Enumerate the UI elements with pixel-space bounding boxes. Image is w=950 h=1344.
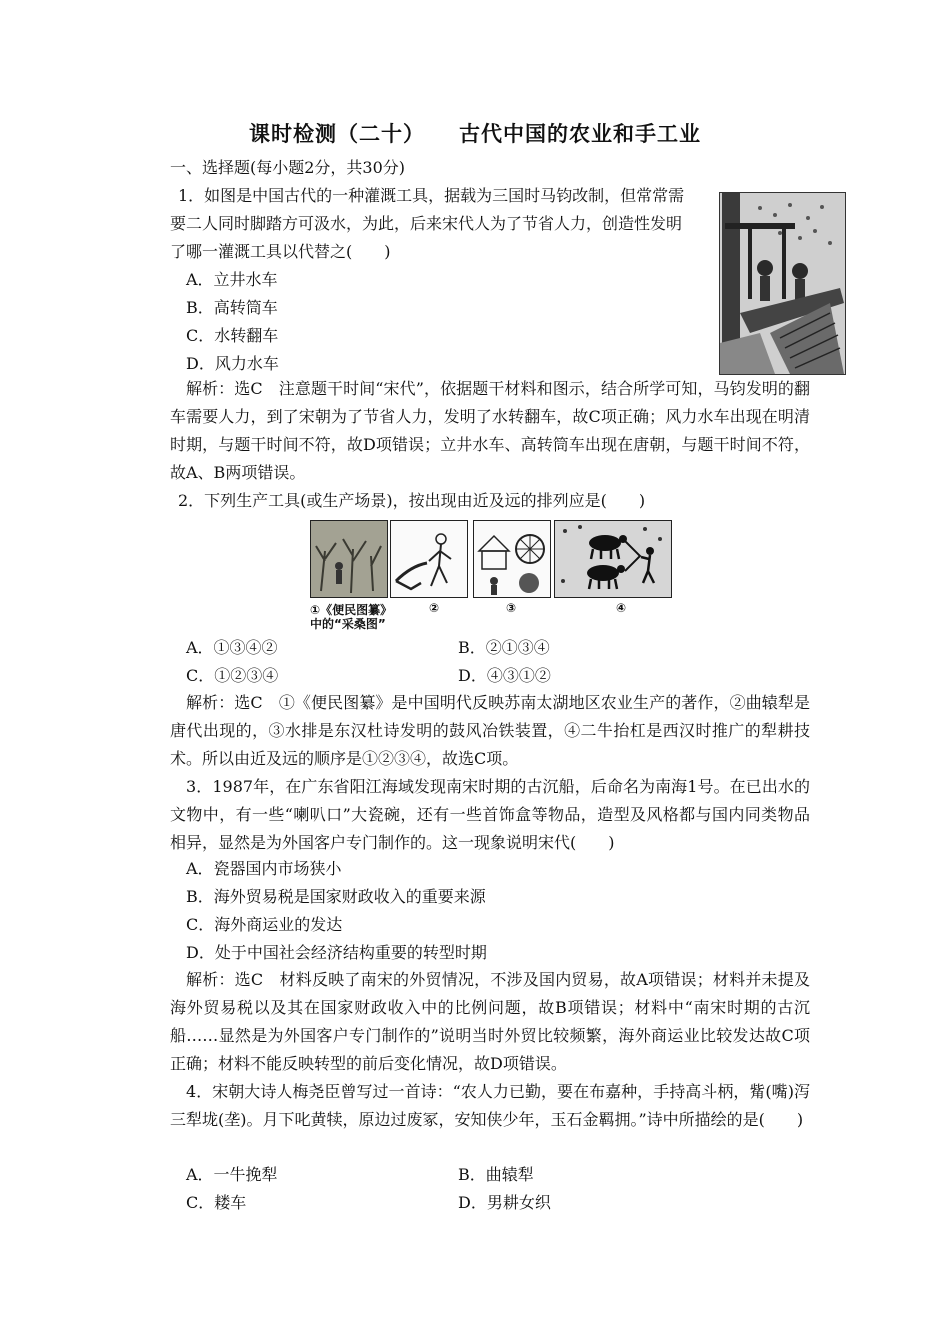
production-tools-figure xyxy=(310,520,672,631)
q3-option-b: B．海外贸易税是国家财政收入的重要来源 xyxy=(186,887,486,906)
q4-option-b: B．曲辕犁 xyxy=(458,1165,534,1184)
page-title: 课时检测（二十） 古代中国的农业和手工业 xyxy=(249,122,701,146)
q1-option-d: D．风力水车 xyxy=(186,354,279,373)
q2-option-a: A．①③④② xyxy=(186,638,278,657)
figure-caption-1-line-1: ①《便民图纂》 xyxy=(310,603,393,617)
figure-caption-1-line-2: 中的“采桑图” xyxy=(310,617,386,631)
treadle-waterwheel-illustration xyxy=(719,192,846,375)
water-bellows-image xyxy=(473,520,551,598)
q3-option-c: C．海外商运业的发达 xyxy=(186,915,343,934)
q1-stem-line-3: 了哪一灌溉工具以代替之( ) xyxy=(170,242,391,261)
q4-option-a: A．一牛挽犁 xyxy=(186,1165,278,1184)
q2-analysis: 解析：选C ①《便民图纂》是中国明代反映苏南太湖地区农业生产的著作，②曲辕犁是唐代出现的，③水排是东汉杜诗发明的鼓风冶铁装置，④二牛抬杠是西汉时推广的犁耕技术。所以由近及远的顺序是①②③④，故选C项。 xyxy=(170,693,810,768)
q2-option-b: B．②①③④ xyxy=(458,638,550,657)
q3-option-d: D．处于中国社会经济结构重要的转型时期 xyxy=(186,943,487,962)
q1-stem-line-1: 1．如图是中国古代的一种灌溉工具，据载为三国时马钧改制，但常常需 xyxy=(178,186,685,205)
figure-caption-3: ③ xyxy=(506,601,517,615)
q2-stem: 2．下列生产工具(或生产场景)，按出现由近及远的排列应是( ) xyxy=(178,491,646,510)
q3-option-a: A．瓷器国内市场狭小 xyxy=(186,859,342,878)
figure-caption-2: ② xyxy=(429,601,440,615)
q1-option-c: C．水转翻车 xyxy=(186,326,279,345)
q3-analysis: 解析：选C 材料反映了南宋的外贸情况，不涉及国内贸易，故A项错误；材料并未提及海外贸易税以及其在国家财政收入中的比例问题，故B项错误；材料中“南宋时期的古沉船……显然是为外国客户专门制作的”说明当时外贸比较频繁，海外商运业比较发达故C项正确；材料不能反映转型的前后变化情况，故D项错误。 xyxy=(170,970,810,1073)
curved-shaft-plow-image xyxy=(390,520,468,598)
q1-analysis: 解析：选C 注意题干时间“宋代”，依据题干材料和图示，结合所学可知，马钧发明的翻车需要人力，到了宋朝为了节省人力，发明了水转翻车，故C项正确；风力水车出现在明清时期，与题干时间不符，故D项错误；立井水车、高转筒车出现在唐朝，与题干时间不符，故A、B两项错误。 xyxy=(170,379,810,482)
q1-option-b: B．高转筒车 xyxy=(186,298,278,317)
q4-option-c: C．耧车 xyxy=(186,1193,247,1212)
q2-option-c: C．①②③④ xyxy=(186,666,279,685)
two-oxen-plowing-image xyxy=(554,520,672,598)
q3-stem: 3．1987年，在广东省阳江海域发现南宋时期的古沉船，后命名为南海1号。在已出水的文物中，有一些“喇叭口”大瓷碗，还有一些首饰盒等物品，造型及风格都与国内同类物品相异，显然是为外国客户专门制作的。这一现象说明宋代( ) xyxy=(170,777,810,852)
q4-option-d: D．男耕女织 xyxy=(458,1193,551,1212)
q1-stem-line-2: 要二人同时脚踏方可汲水，为此，后来宋代人为了节省人力，创造性发明 xyxy=(170,214,683,233)
q4-stem: 4．宋朝大诗人梅尧臣曾写过一首诗：“农人力已勤，要在布嘉种，手持高斗柄，觜(嘴)泻三犁垅(垄)。月下叱黄犊，原边过废冢，安知侠少年，玉石金羁拥。”诗中所描绘的是( ) xyxy=(170,1082,810,1129)
figure-caption-4: ④ xyxy=(616,601,627,615)
section-heading: 一、选择题(每小题2分，共30分) xyxy=(170,158,406,177)
mulberry-picking-image xyxy=(310,520,388,598)
q1-option-a: A．立井水车 xyxy=(186,270,278,289)
q2-option-d: D．④③①② xyxy=(458,666,551,685)
